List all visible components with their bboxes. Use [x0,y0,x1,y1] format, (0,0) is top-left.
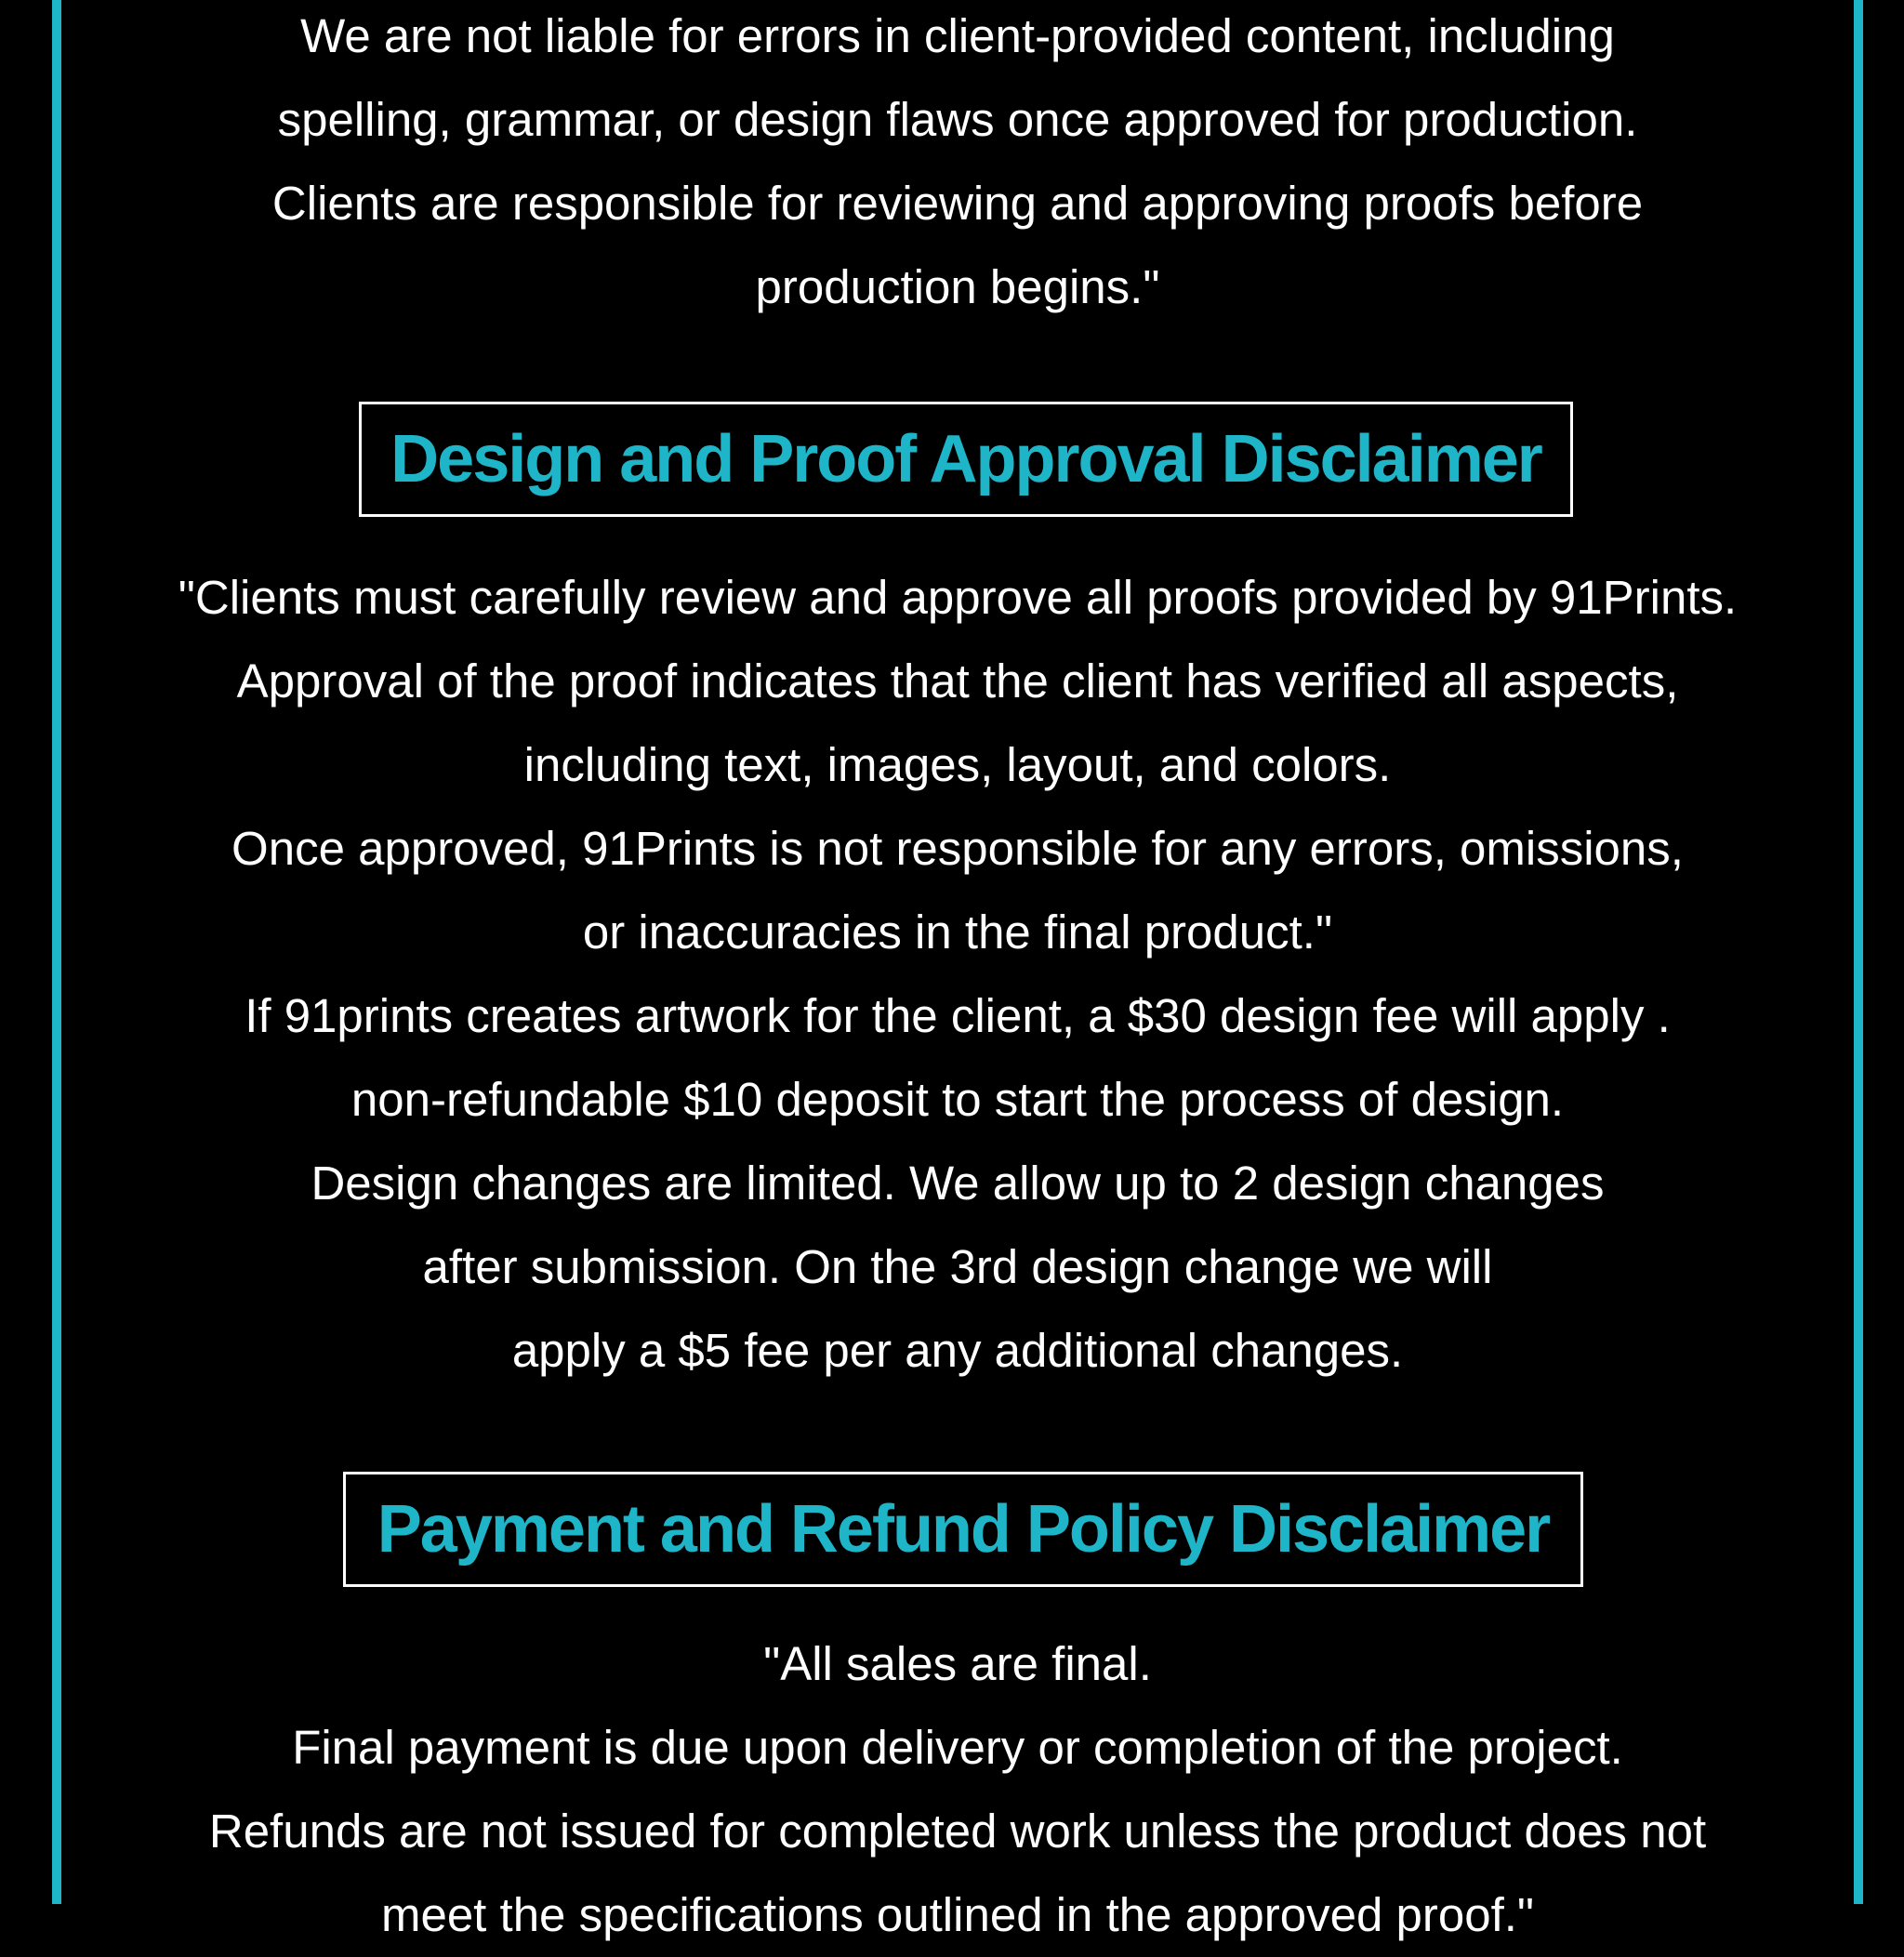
payment-line: meet the specifications outlined in the approved proof." [380,1888,1535,1941]
design-line: Approval of the proof indicates that the client has verified all aspects, [236,655,1679,707]
intro-line: We are not liable for errors in client-provided content, including [300,9,1615,62]
payment-paragraph [61,1622,1854,1957]
design-line: including text, images, layout, and colors. [523,738,1392,791]
design-line: "Clients must carefully review and approve all proofs provided by 91Prints. [178,571,1738,624]
design-line: Design changes are limited. We allow up to 2 design changes [311,1157,1605,1210]
left-border [52,0,61,1904]
design-line: If 91prints creates artwork for the client, a $30 design fee will apply . [245,989,1671,1042]
intro-paragraph [61,0,1854,329]
disclaimer-page [61,0,1854,1941]
payment-line: "All sales are final. [763,1637,1152,1690]
payment-heading: Payment and Refund Policy Disclaimer [377,1492,1550,1567]
intro-line: production begins." [755,260,1160,313]
design-line: or inaccuracies in the final product." [582,906,1333,959]
design-heading-box [359,402,1573,517]
intro-line: Clients are responsible for reviewing and approving proofs before [271,177,1644,230]
payment-line: Refunds are not issued for completed work unless the product does not [208,1805,1707,1858]
right-border [1854,0,1863,1904]
design-paragraph [61,556,1854,1393]
design-line: Once approved, 91Prints is not responsible for any errors, omissions, [231,822,1684,875]
payment-line: Final payment is due upon delivery or completion of the project. [292,1721,1623,1774]
design-heading: Design and Proof Approval Disclaimer [390,422,1541,496]
design-line: after submission. On the 3rd design change we will [422,1240,1493,1293]
payment-heading-box [343,1472,1583,1587]
intro-line: spelling, grammar, or design flaws once approved for production. [277,93,1638,146]
design-line: apply a $5 fee per any additional changes. [511,1324,1404,1377]
design-line: non-refundable $10 deposit to start the process of design. [350,1073,1565,1126]
